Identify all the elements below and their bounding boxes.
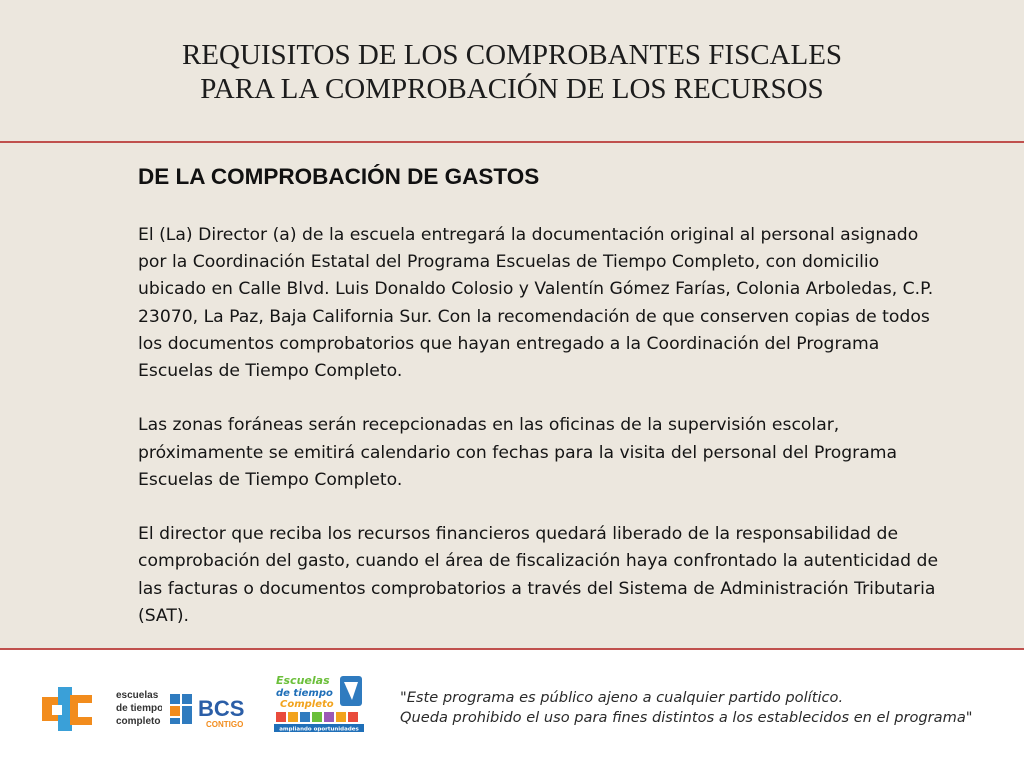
paragraph-2: Las zonas foráneas serán recepcionadas en las oficinas de la supervisión escolar, próximamente se emitirá calendario con fechas para la visita del personal del Programa Escuelas de Tiempo Completo. (138, 415, 898, 490)
bcs-logo-graphic (168, 690, 263, 730)
slide-title (0, 38, 1024, 106)
etc-program-logo-tagline: ampliando oportunidades (279, 726, 359, 733)
etc-program-logo-line-2: de tiempo (276, 688, 333, 699)
disclaimer-line-2: Queda prohibido el uso para fines distintos a los establecidos en el programa" (400, 709, 973, 726)
etc-program-logo-graphic (272, 672, 368, 734)
bcs-logo-name: BCS (198, 696, 245, 721)
slide-header (0, 0, 1024, 141)
etc-program-logo-line-1: Escuelas (276, 674, 330, 687)
etc-logo-graphic (42, 683, 162, 735)
etc-logo-line-3: completo (116, 716, 161, 727)
title-line-2: PARA LA COMPROBACIÓN DE LOS RECURSOS (200, 73, 824, 105)
etc-logo (42, 683, 162, 735)
paragraph-3: El director que reciba los recursos financieros quedará liberado de la responsabilidad de comprobación del gasto, cuando el área de fiscalización haya confrontado la autenticidad de las facturas o documentos comprobatorios a través del Sistema de Administración Tributaria (SAT). (138, 524, 939, 626)
disclaimer-line-1: "Este programa es público ajeno a cualquier partido político. (400, 689, 844, 706)
etc-program-logo-line-3: Completo (280, 699, 334, 710)
title-line-1: REQUISITOS DE LOS COMPROBANTES FISCALES (181, 39, 843, 71)
body-text (138, 222, 948, 630)
etc-logo-line-1: escuelas (116, 690, 159, 701)
disclaimer-quote (400, 688, 1000, 728)
bcs-logo-tagline: CONTIGO (206, 720, 244, 729)
paragraph-1: El (La) Director (a) de la escuela entregará la documentación original al personal asignado por la Coordinación Estatal del Programa Escuelas de Tiempo Completo, con domicilio ubicado en Calle Blvd. Luis Donaldo Colosio y Valentín Gómez Farías, Colonia Arboledas, C.P. 23070, La Paz, Baja California Sur. Con la recomendación de que conserven copias de todos los documentos comprobatorios que hayan entregado a la Coordinación del Programa Escuelas de Tiempo Completo. (138, 225, 934, 382)
section-heading: DE LA COMPROBACIÓN DE GASTOS (138, 164, 540, 189)
bcs-logo (168, 690, 263, 730)
etc-program-logo (272, 672, 368, 734)
slide-content (0, 143, 1024, 648)
slide-footer (0, 650, 1024, 768)
etc-logo-line-2: de tiempo (116, 703, 162, 714)
